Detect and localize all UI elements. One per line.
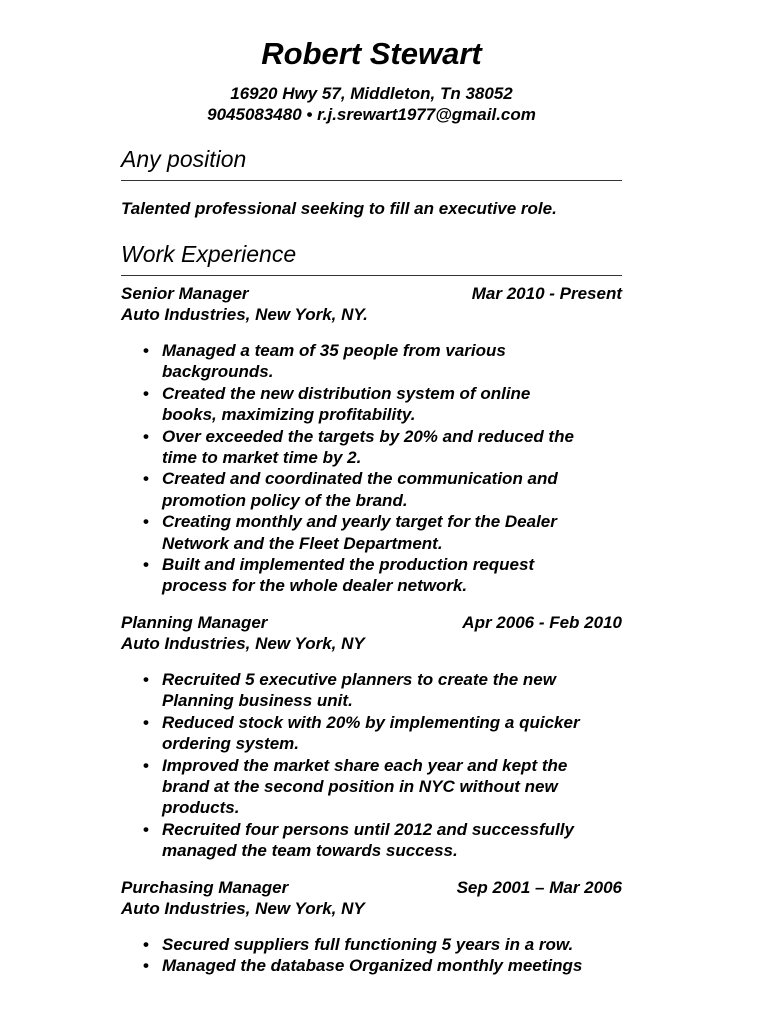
- bullet-line: Created and coordinated the communication and: [162, 469, 558, 489]
- bullet-item: [143, 669, 622, 712]
- resume-page: [121, 0, 622, 976]
- job-dates: Apr 2006 - Feb 2010: [462, 612, 622, 632]
- bullet-line: Recruited 5 executive planners to create the new: [162, 669, 556, 689]
- bullet-line: Planning business unit.: [162, 691, 353, 711]
- job-company: Auto Industries, New York, NY: [121, 633, 365, 653]
- bullet-item: [143, 554, 622, 597]
- bullet-dot-icon: •: [143, 341, 149, 360]
- address-line: 16920 Hwy 57, Middleton, Tn 38052: [230, 84, 513, 103]
- bullet-item: [143, 934, 622, 955]
- job-entry: [121, 612, 622, 862]
- bullet-line: Improved the market share each year and kept the: [162, 755, 568, 775]
- bullet-item: [143, 755, 622, 819]
- bullet-dot-icon: •: [143, 712, 149, 732]
- bullet-line: Created the new distribution system of online: [162, 383, 531, 403]
- bullet-item: [143, 383, 622, 426]
- job-header: [121, 283, 622, 304]
- bullet-item: [143, 712, 622, 755]
- bullet-line: Creating monthly and yearly target for the Dealer: [162, 512, 557, 532]
- bullet-dot-icon: •: [143, 555, 149, 575]
- bullet-item: [143, 955, 622, 976]
- bullet-item: [143, 819, 622, 862]
- objective-heading: Any position: [121, 145, 622, 181]
- summary-text: Talented professional seeking to fill an executive role.: [121, 199, 557, 218]
- bullet-line: products.: [162, 798, 240, 818]
- bullet-dot-icon: •: [143, 426, 149, 446]
- bullet-line: backgrounds.: [162, 362, 274, 382]
- job-role: Planning Manager: [121, 612, 268, 632]
- job-bullets: [121, 934, 622, 977]
- bullet-line: time to market time by 2.: [162, 448, 362, 468]
- bullet-line: Recruited four persons until 2012 and successfully: [162, 819, 574, 839]
- bullet-item: [143, 511, 622, 554]
- bullet-item: [143, 340, 622, 383]
- bullet-dot-icon: •: [143, 469, 149, 489]
- job-header: [121, 877, 622, 898]
- bullet-dot-icon: •: [143, 669, 149, 689]
- experience-heading: Work Experience: [121, 240, 622, 276]
- bullet-line: Reduced stock with 20% by implementing a quicker: [162, 712, 580, 732]
- bullet-line: process for the whole dealer network.: [162, 576, 468, 596]
- bullet-line: Built and implemented the production request: [162, 555, 535, 575]
- bullet-dot-icon: •: [143, 934, 149, 954]
- bullet-line: brand at the second position in NYC without new: [162, 776, 558, 796]
- bullet-dot-icon: •: [143, 512, 149, 532]
- job-role: Purchasing Manager: [121, 877, 289, 897]
- job-bullets: [121, 669, 622, 862]
- job-entry: [121, 877, 622, 977]
- bullet-line: Over exceeded the targets by 20% and reduced the: [162, 426, 574, 446]
- bullet-line: books, maximizing profitability.: [162, 405, 416, 425]
- bullet-item: [143, 426, 622, 469]
- phone-email-line: 9045083480 • r.j.srewart1977@gmail.com: [207, 105, 536, 124]
- bullet-dot-icon: •: [143, 955, 149, 975]
- job-role: Senior Manager: [121, 284, 249, 303]
- job-company: Auto Industries, New York, NY: [121, 898, 365, 918]
- jobs-list: [121, 283, 622, 976]
- bullet-line: Managed the database Organized monthly meetings: [162, 955, 583, 975]
- job-header: [121, 612, 622, 633]
- bullet-dot-icon: •: [143, 755, 149, 775]
- bullet-line: Secured suppliers full functioning 5 years in a row.: [162, 934, 574, 954]
- candidate-name: Robert Stewart: [261, 36, 482, 71]
- bullet-line: promotion policy of the brand.: [162, 490, 408, 510]
- bullet-item: [143, 468, 622, 511]
- job-dates: Mar 2010 - Present: [471, 284, 622, 303]
- bullet-line: managed the team towards success.: [162, 841, 458, 861]
- job-bullets: [121, 340, 622, 597]
- bullet-dot-icon: •: [143, 383, 149, 403]
- bullet-line: Managed a team of 35 people from various: [162, 341, 506, 360]
- bullet-line: Network and the Fleet Department.: [162, 533, 443, 553]
- contact-block: [121, 83, 622, 125]
- job-entry: [121, 283, 622, 597]
- bullet-dot-icon: •: [143, 819, 149, 839]
- bullet-line: ordering system.: [162, 734, 299, 754]
- job-company: Auto Industries, New York, NY.: [121, 305, 368, 324]
- job-dates: Sep 2001 – Mar 2006: [456, 877, 622, 897]
